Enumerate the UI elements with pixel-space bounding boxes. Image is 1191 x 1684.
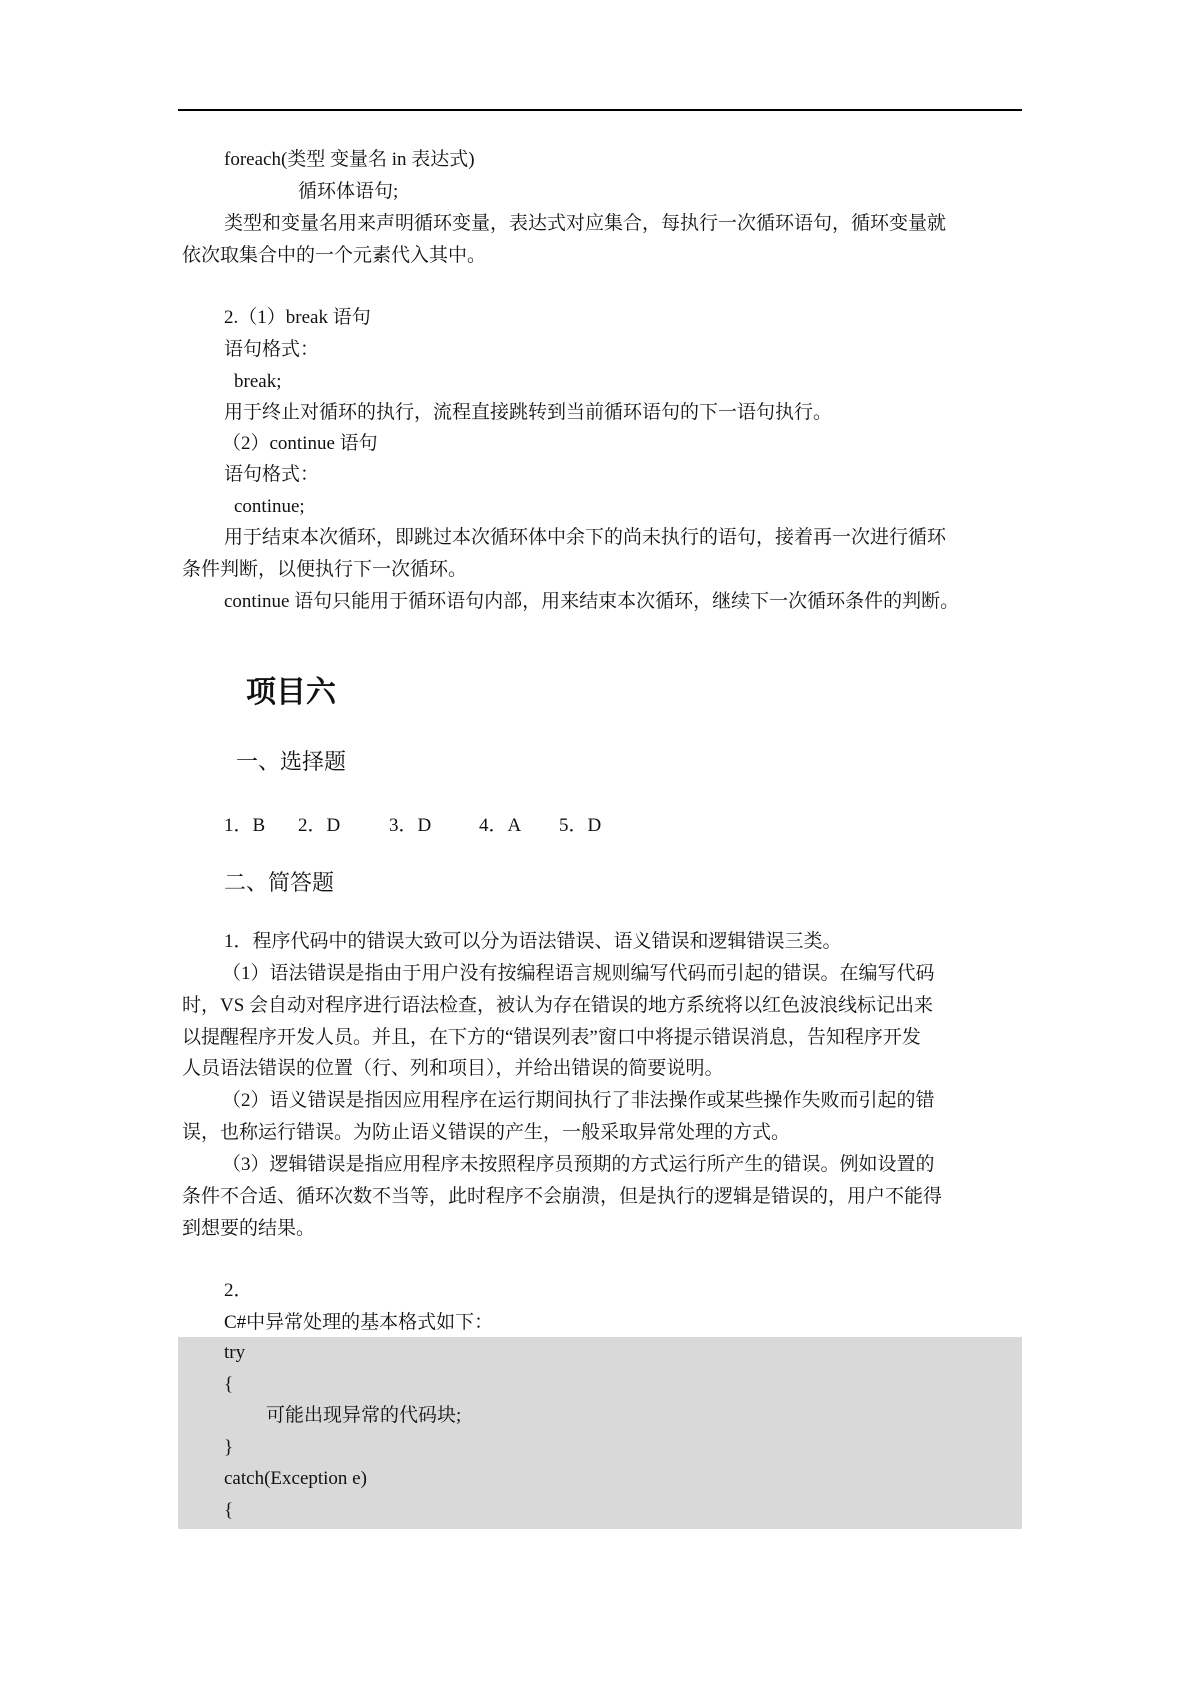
project-title: 项目六: [246, 675, 336, 710]
q1-semantic-error-line-1: （2）语义错误是指因应用程序在运行期间执行了非法操作或某些操作失败而引起的错: [222, 1090, 935, 1111]
foreach-body-statement: 循环体语句;: [298, 181, 399, 202]
q1-syntax-error-line-1: （1）语法错误是指由于用户没有按编程语言规则编写代码而引起的错误。在编写代码: [222, 963, 935, 984]
header-rule: [178, 109, 1022, 111]
continue-code: continue;: [234, 496, 305, 517]
foreach-description-line-1: 类型和变量名用来声明循环变量，表达式对应集合，每执行一次循环语句，循环变量就: [224, 213, 947, 234]
continue-title: （2）continue 语句: [222, 433, 378, 454]
break-code: break;: [234, 371, 282, 392]
q1-logic-error-line-3: 到想要的结果。: [182, 1218, 316, 1239]
choice-answers: [224, 814, 601, 838]
q1-logic-error-line-2: 条件不合适、循环次数不当等，此时程序不会崩溃，但是执行的逻辑是错误的，用户不能得: [182, 1186, 943, 1207]
continue-description-line-2: 条件判断，以便执行下一次循环。: [182, 559, 468, 580]
foreach-syntax: foreach(类型 变量名 in 表达式): [224, 149, 475, 170]
continue-format-label: 语句格式：: [224, 464, 320, 485]
code-try: try: [224, 1342, 246, 1363]
q2-number: 2．: [224, 1280, 253, 1301]
code-close-brace-1: }: [224, 1437, 234, 1458]
q1-syntax-error-line-2: 时，VS 会自动对程序进行语法检查，被认为存在错误的地方系统将以红色波浪线标记出来: [182, 995, 934, 1016]
short-answer-heading: 二、简答题: [224, 871, 335, 896]
code-open-brace-1: {: [224, 1374, 234, 1395]
foreach-description-line-2: 依次取集合中的一个元素代入其中。: [182, 245, 487, 266]
break-description: 用于终止对循环的执行，流程直接跳转到当前循环语句的下一语句执行。: [224, 402, 833, 423]
q2-intro: C#中异常处理的基本格式如下：: [224, 1312, 494, 1333]
q1-logic-error-line-1: （3）逻辑错误是指应用程序未按照程序员预期的方式运行所产生的错误。例如设置的: [222, 1154, 935, 1175]
answer-3: 3．D: [389, 815, 432, 836]
answer-4: 4．A: [479, 815, 522, 836]
q1-syntax-error-line-3: 以提醒程序开发人员。并且，在下方的“错误列表”窗口中将提示错误消息，告知程序开发: [182, 1027, 921, 1048]
answer-2: 2．D: [298, 815, 341, 836]
choice-heading: 一、选择题: [236, 750, 347, 775]
answer-1: 1．B: [224, 815, 266, 836]
break-format-label: 语句格式：: [224, 339, 320, 360]
continue-note: continue 语句只能用于循环语句内部，用来结束本次循环，继续下一次循环条件的判断。: [224, 591, 960, 612]
break-title: 2.（1）break 语句: [224, 307, 371, 328]
code-open-brace-2: {: [224, 1500, 234, 1521]
answer-5: 5．D: [559, 815, 602, 836]
code-catch: catch(Exception e): [224, 1468, 367, 1489]
q1-intro: 1．程序代码中的错误大致可以分为语法错误、语义错误和逻辑错误三类。: [224, 931, 842, 952]
code-block: [178, 1337, 1022, 1529]
q1-syntax-error-line-4: 人员语法错误的位置（行、列和项目），并给出错误的简要说明。: [182, 1058, 724, 1079]
continue-description-line-1: 用于结束本次循环，即跳过本次循环体中余下的尚未执行的语句，接着再一次进行循环: [224, 527, 947, 548]
code-block-comment: 可能出现异常的代码块;: [266, 1405, 462, 1426]
q1-semantic-error-line-2: 误，也称运行错误。为防止语义错误的产生，一般采取异常处理的方式。: [182, 1122, 791, 1143]
